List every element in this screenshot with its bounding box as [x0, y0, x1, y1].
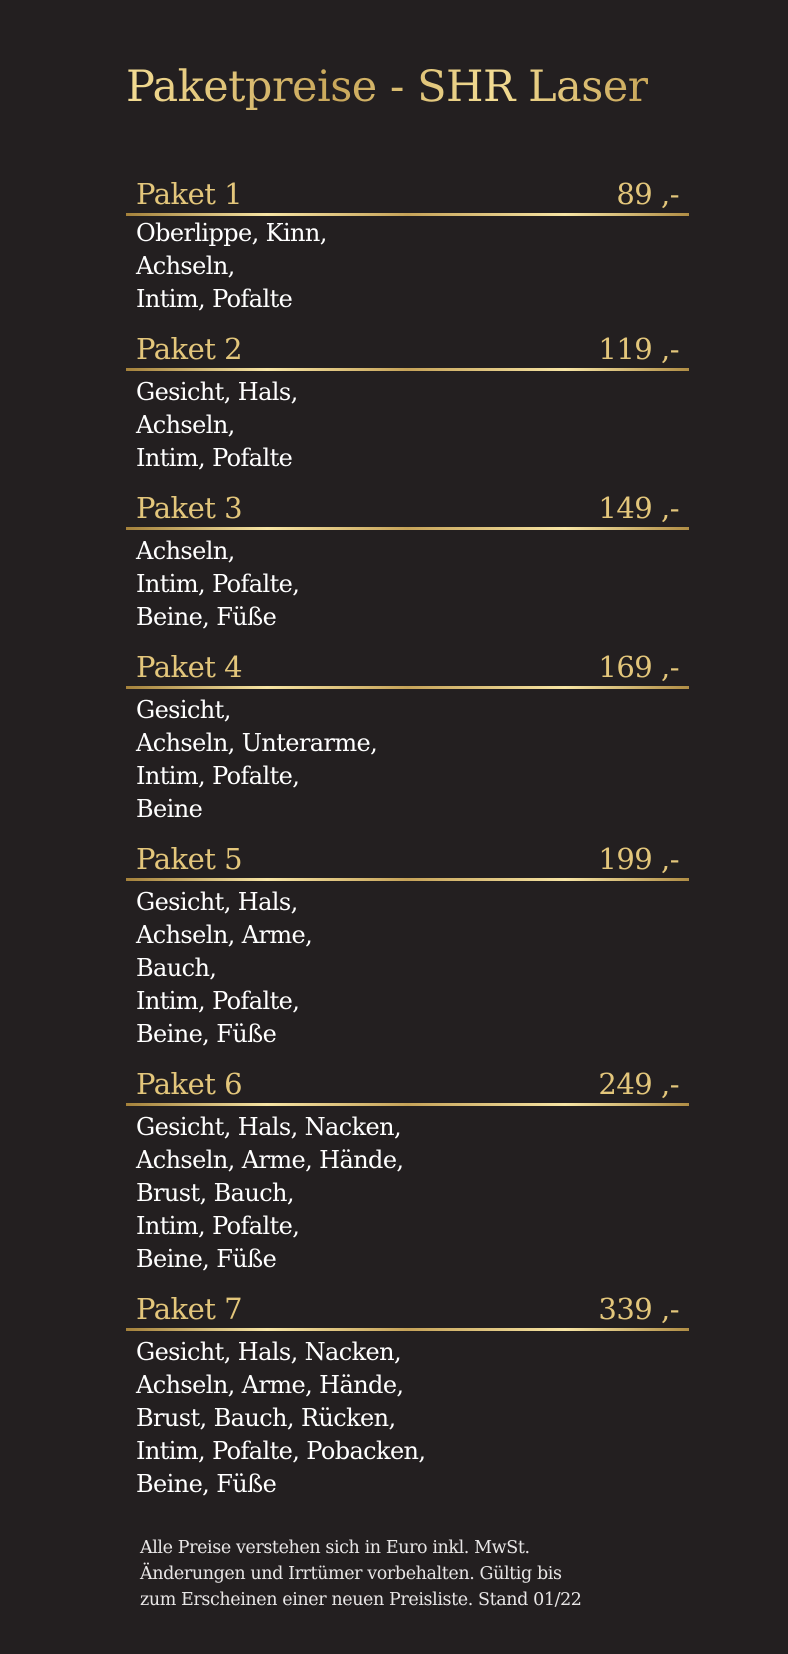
area-line: Intim, Pofalte, Pobacken,: [136, 1437, 426, 1465]
gold-divider: [126, 878, 689, 881]
package-name: Paket 2: [136, 332, 243, 366]
gold-divider: [126, 213, 689, 216]
package-header: [126, 1064, 689, 1104]
area-line: Beine: [136, 795, 203, 823]
area-line: Gesicht, Hals, Nacken,: [136, 1338, 402, 1366]
package-header: [126, 647, 689, 687]
package-name: Paket 4: [136, 650, 243, 684]
package-name: Paket 3: [136, 491, 243, 525]
package-areas: [136, 376, 298, 475]
package-header: [126, 839, 689, 879]
area-line: Oberlippe, Kinn,: [136, 219, 327, 247]
package-price: 149 ,-: [598, 491, 679, 525]
package-price: 339 ,-: [598, 1292, 679, 1326]
package-name: Paket 7: [136, 1292, 243, 1326]
area-line: Intim, Pofalte: [136, 444, 293, 472]
package-areas: [136, 217, 327, 316]
package-areas: [136, 1111, 403, 1276]
package-price: 169 ,-: [598, 650, 679, 684]
area-line: Achseln,: [136, 537, 235, 565]
area-line: Achseln, Arme, Hände,: [136, 1146, 404, 1174]
gold-divider: [126, 1103, 689, 1106]
area-line: Beine, Füße: [136, 603, 277, 631]
footer-line: zum Erscheinen einer neuen Preisliste. Stand 01/22: [140, 1590, 582, 1610]
gold-divider: [126, 527, 689, 530]
package-header: [126, 1289, 689, 1329]
area-line: Bauch,: [136, 954, 217, 982]
area-line: Intim, Pofalte: [136, 285, 293, 313]
area-line: Intim, Pofalte,: [136, 1212, 300, 1240]
page-title: Paketpreise - SHR Laser: [126, 62, 648, 112]
area-line: Brust, Bauch, Rücken,: [136, 1404, 396, 1432]
package-header: [126, 329, 689, 369]
gold-divider: [126, 368, 689, 371]
package-price: 199 ,-: [598, 842, 679, 876]
package-areas: [136, 535, 299, 634]
gold-divider: [126, 686, 689, 689]
area-line: Achseln, Unterarme,: [136, 729, 378, 757]
package-name: Paket 6: [136, 1067, 243, 1101]
package-price: 89 ,-: [616, 177, 679, 211]
area-line: Intim, Pofalte,: [136, 987, 300, 1015]
area-line: Brust, Bauch,: [136, 1179, 294, 1207]
footer-line: Änderungen und Irrtümer vorbehalten. Gültig bis: [140, 1564, 562, 1584]
package-price: 249 ,-: [598, 1067, 679, 1101]
area-line: Intim, Pofalte,: [136, 570, 300, 598]
area-line: Gesicht, Hals, Nacken,: [136, 1113, 402, 1141]
area-line: Beine, Füße: [136, 1020, 277, 1048]
area-line: Gesicht, Hals,: [136, 378, 298, 406]
area-line: Beine, Füße: [136, 1245, 277, 1273]
area-line: Gesicht,: [136, 696, 231, 724]
package-areas: [136, 886, 312, 1051]
package-name: Paket 5: [136, 842, 243, 876]
package-header: [126, 488, 689, 528]
area-line: Achseln, Arme, Hände,: [136, 1371, 404, 1399]
gold-divider: [126, 1328, 689, 1331]
area-line: Beine, Füße: [136, 1470, 277, 1498]
package-name: Paket 1: [136, 177, 243, 211]
footer-line: Alle Preise verstehen sich in Euro inkl. MwSt.: [140, 1538, 530, 1558]
package-price: 119 ,-: [598, 332, 679, 366]
area-line: Achseln,: [136, 411, 235, 439]
footer-note: [140, 1535, 582, 1613]
area-line: Gesicht, Hals,: [136, 888, 298, 916]
area-line: Intim, Pofalte,: [136, 762, 300, 790]
area-line: Achseln,: [136, 252, 235, 280]
package-areas: [136, 694, 377, 826]
package-areas: [136, 1336, 425, 1501]
area-line: Achseln, Arme,: [136, 921, 313, 949]
package-header: [126, 174, 689, 214]
